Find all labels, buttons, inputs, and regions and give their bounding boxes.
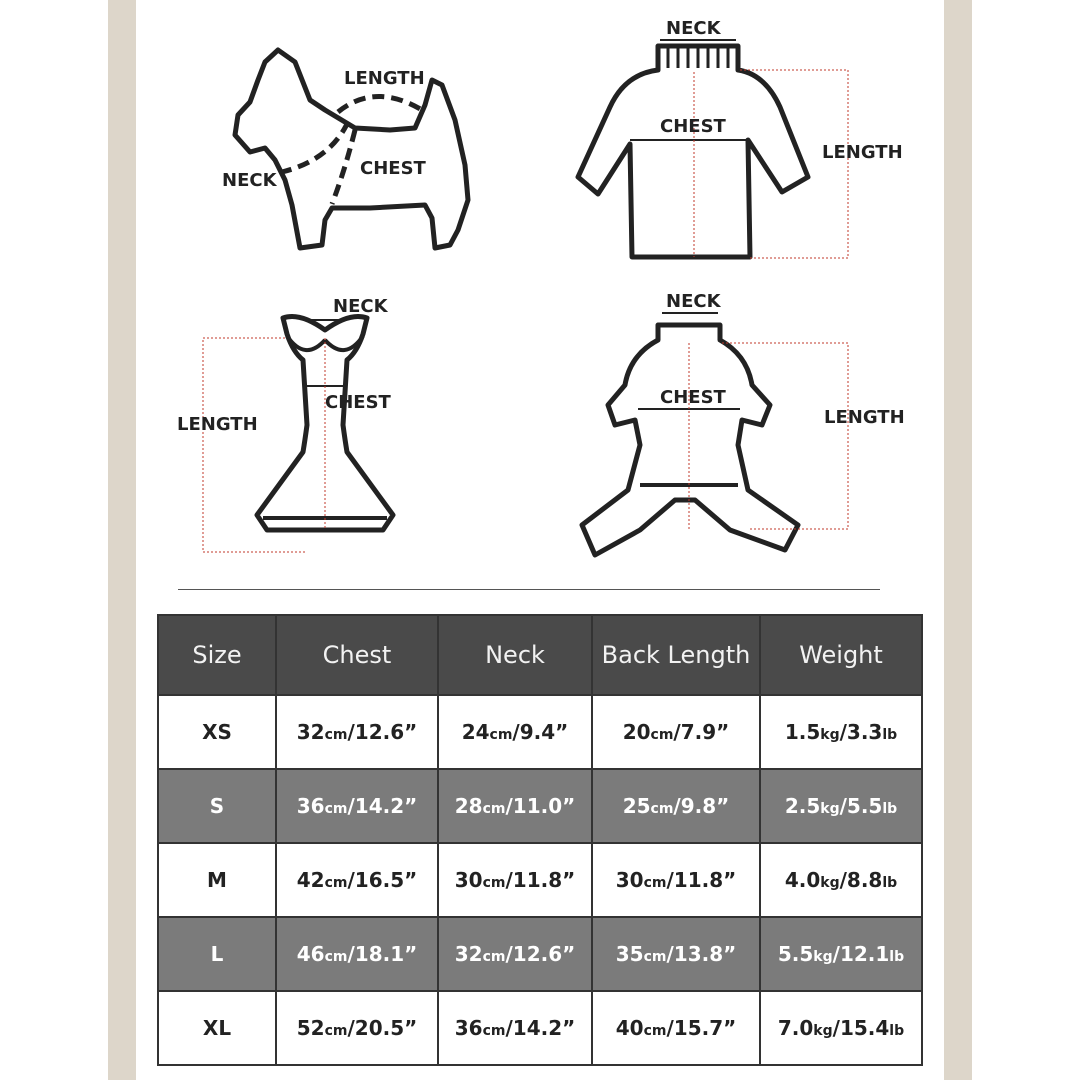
chest-cell: 32cm/12.6” xyxy=(276,695,438,769)
chest-cell: 52cm/20.5” xyxy=(276,991,438,1065)
weight-cell: 4.0kg/8.8lb xyxy=(760,843,922,917)
weight-cell: 5.5kg/12.1lb xyxy=(760,917,922,991)
table-row xyxy=(158,991,922,1065)
dog-neck-label: NECK xyxy=(222,170,277,191)
jumpsuit-chest-label: CHEST xyxy=(660,387,726,408)
header-size: Size xyxy=(158,615,276,695)
dog-length-dashed-line xyxy=(338,96,422,112)
back-length-cell: 40cm/15.7” xyxy=(592,991,760,1065)
jumpsuit-outline xyxy=(582,325,798,555)
dress-chest-label: CHEST xyxy=(325,392,391,413)
left-side-band xyxy=(108,0,136,1080)
sweater-length-bracket xyxy=(740,70,848,258)
sweater-chest-label: CHEST xyxy=(660,116,726,137)
weight-cell: 7.0kg/15.4lb xyxy=(760,991,922,1065)
sweater-neck-label: NECK xyxy=(666,18,721,39)
size-cell: M xyxy=(158,843,276,917)
table-row xyxy=(158,917,922,991)
jumpsuit-length-label: LENGTH xyxy=(824,407,905,428)
sweater-outline xyxy=(578,46,808,257)
weight-cell: 2.5kg/5.5lb xyxy=(760,769,922,843)
chest-cell: 36cm/14.2” xyxy=(276,769,438,843)
size-cell: XL xyxy=(158,991,276,1065)
header-chest: Chest xyxy=(276,615,438,695)
back-length-cell: 20cm/7.9” xyxy=(592,695,760,769)
table-header-row xyxy=(158,615,922,695)
neck-cell: 24cm/9.4” xyxy=(438,695,592,769)
sweater-collar-ribbing xyxy=(668,48,728,68)
header-weight: Weight xyxy=(760,615,922,695)
neck-cell: 32cm/12.6” xyxy=(438,917,592,991)
weight-cell: 1.5kg/3.3lb xyxy=(760,695,922,769)
size-cell: S xyxy=(158,769,276,843)
section-divider xyxy=(178,589,880,590)
header-back-length: Back Length xyxy=(592,615,760,695)
dog-chest-label: CHEST xyxy=(360,158,426,179)
size-chart-table xyxy=(157,614,923,1066)
back-length-cell: 35cm/13.8” xyxy=(592,917,760,991)
table-row xyxy=(158,695,922,769)
dress-length-label: LENGTH xyxy=(177,414,258,435)
dress-neck-label: NECK xyxy=(333,296,388,317)
right-side-band xyxy=(944,0,972,1080)
dog-length-label: LENGTH xyxy=(344,68,425,89)
neck-cell: 28cm/11.0” xyxy=(438,769,592,843)
neck-cell: 30cm/11.8” xyxy=(438,843,592,917)
chest-cell: 46cm/18.1” xyxy=(276,917,438,991)
sweater-measurement-diagram xyxy=(570,12,910,272)
size-cell: XS xyxy=(158,695,276,769)
dress-measurement-diagram xyxy=(175,290,485,560)
chest-cell: 42cm/16.5” xyxy=(276,843,438,917)
jumpsuit-neck-label: NECK xyxy=(666,291,721,312)
table-row xyxy=(158,843,922,917)
back-length-cell: 30cm/11.8” xyxy=(592,843,760,917)
dog-measurement-diagram xyxy=(210,40,490,260)
sweater-length-label: LENGTH xyxy=(822,142,903,163)
jumpsuit-measurement-diagram xyxy=(570,285,910,565)
neck-cell: 36cm/14.2” xyxy=(438,991,592,1065)
table-row xyxy=(158,769,922,843)
dog-neck-dashed-line xyxy=(282,122,348,172)
size-cell: L xyxy=(158,917,276,991)
header-neck: Neck xyxy=(438,615,592,695)
back-length-cell: 25cm/9.8” xyxy=(592,769,760,843)
